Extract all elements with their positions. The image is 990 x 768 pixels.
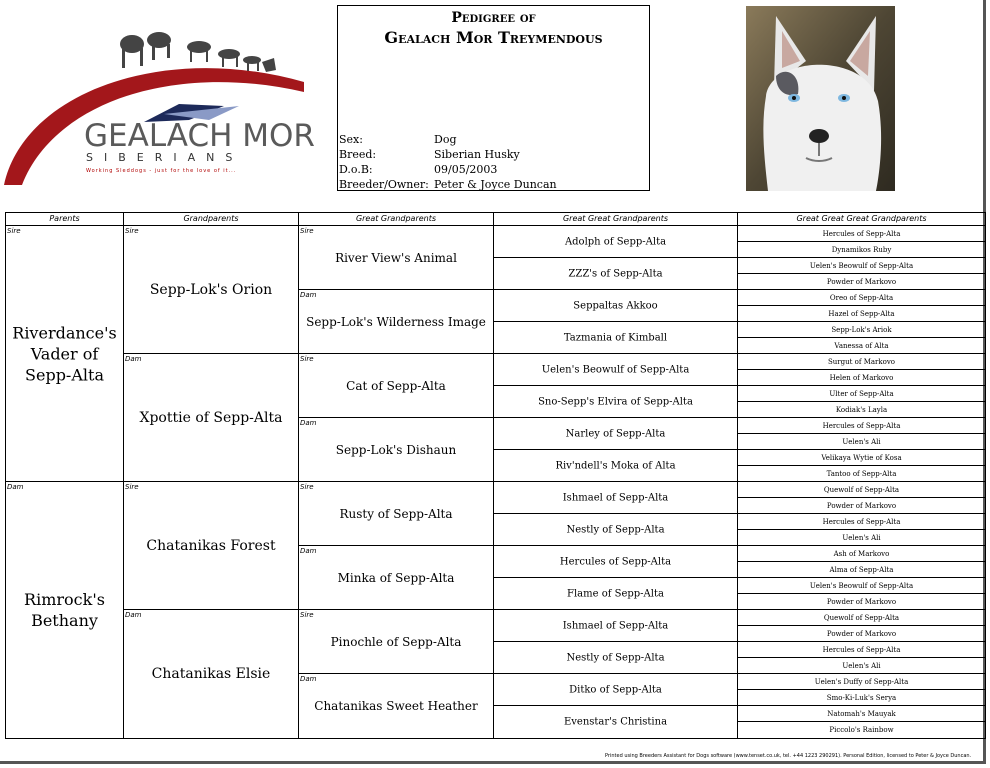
gg-grandparent-name: Nestly of Sepp-Alta — [566, 524, 665, 535]
grandparent-name: Chatanikas Forest — [146, 537, 276, 554]
ggg-grandparent-name: Quewolf of Sepp-Alta — [823, 613, 900, 622]
ggg-grandparent-cell — [738, 354, 985, 370]
sire-cell — [6, 226, 124, 482]
gg-grandparent-name: Seppaltas Akkoo — [573, 300, 658, 311]
great-grandparent-name: Sepp-Lok's Dishaun — [335, 442, 457, 457]
sire-tag: Sire — [125, 227, 139, 235]
gg-grandparent-name: Narley of Sepp-Alta — [565, 428, 666, 439]
gg-grandparent-cell — [494, 386, 738, 418]
ggg-grandparent-name: Tantoo of Sepp-Alta — [826, 469, 897, 478]
sire-tag: Sire — [300, 355, 314, 363]
column-header-great-grandparents: Great Grandparents — [299, 213, 494, 226]
logo-name: GEALACH MOR — [84, 118, 315, 154]
gg-grandparent-cell — [494, 674, 738, 706]
dam-tag: Dam — [300, 419, 317, 427]
ggg-grandparent-cell — [738, 530, 985, 546]
dam-name: Rimrock's Bethany — [24, 590, 105, 630]
grandparent-cell — [124, 482, 299, 610]
breeder-owner-value: Peter & Joyce Duncan — [434, 178, 557, 191]
ggg-grandparent-name: Quewolf of Sepp-Alta — [823, 485, 900, 494]
gg-grandparent-cell — [494, 450, 738, 482]
gg-grandparent-cell — [494, 578, 738, 610]
grandparent-cell — [124, 354, 299, 482]
ggg-grandparent-cell — [738, 402, 985, 418]
gg-grandparent-name: Tazmania of Kimball — [563, 332, 668, 343]
great-grandparent-cell — [299, 290, 494, 354]
gg-grandparent-cell — [494, 290, 738, 322]
ggg-grandparent-name: Vanessa of Alta — [834, 341, 889, 350]
grandparent-cell — [124, 226, 299, 354]
great-grandparent-name: River View's Animal — [335, 250, 457, 265]
gg-grandparent-cell — [494, 418, 738, 450]
gg-grandparent-cell — [494, 226, 738, 258]
great-grandparent-name: Minka of Sepp-Alta — [337, 570, 455, 585]
ggg-grandparent-name: Piccolo's Rainbow — [829, 726, 894, 734]
ggg-grandparent-cell — [738, 642, 985, 658]
gg-grandparent-name: Flame of Sepp-Alta — [567, 588, 664, 599]
great-grandparent-name: Rusty of Sepp-Alta — [339, 506, 453, 521]
column-header-ggg-grandparents: Great Great Great Grandparents — [738, 213, 985, 226]
ggg-grandparent-name: Powder of Markovo — [826, 277, 897, 286]
great-grandparent-name: Chatanikas Sweet Heather — [314, 699, 478, 713]
sire-tag: Sire — [300, 227, 314, 235]
ggg-grandparent-name: Velikaya Wytie of Kosa — [821, 453, 902, 462]
great-grandparent-cell — [299, 226, 494, 290]
dam-tag: Dam — [125, 355, 142, 363]
ggg-grandparent-name: Natomah's Mauyak — [827, 709, 896, 718]
gg-grandparent-cell — [494, 258, 738, 290]
dam-tag: Dam — [300, 675, 317, 683]
ggg-grandparent-cell — [738, 498, 985, 514]
ggg-grandparent-cell — [738, 434, 985, 450]
ggg-grandparent-name: Powder of Markovo — [826, 501, 897, 510]
ggg-grandparent-cell — [738, 258, 985, 274]
ggg-grandparent-name: Sepp-Lok's Ariok — [831, 325, 892, 334]
ggg-grandparent-cell — [738, 274, 985, 290]
ggg-grandparent-name: Uelen's Duffy of Sepp-Alta — [814, 677, 909, 686]
sex-value: Dog — [434, 133, 457, 146]
ggg-grandparent-cell — [738, 562, 985, 578]
ggg-grandparent-cell — [738, 322, 985, 338]
ggg-grandparent-name: Ash of Markovo — [833, 549, 890, 558]
gg-grandparent-cell — [494, 482, 738, 514]
gg-grandparent-cell — [494, 322, 738, 354]
gg-grandparent-name: Riv'ndell's Moka of Alta — [555, 460, 676, 471]
ggg-grandparent-name: Kodiak's Layla — [835, 405, 888, 414]
ggg-grandparent-name: Hercules of Sepp-Alta — [822, 645, 901, 654]
ggg-grandparent-cell — [738, 514, 985, 530]
breed-label: Breed: — [339, 148, 377, 161]
print-footer: Printed using Breeders Assistant for Dogs software (www.tenset.co.uk, tel. +44 1223 290291). Personal Edition, licensed to Peter & Joyce Duncan. — [605, 753, 972, 759]
ggg-grandparent-name: Dynamikos Ruby — [831, 245, 892, 254]
sex-label: Sex: — [339, 133, 363, 146]
gg-grandparent-name: Adolph of Sepp-Alta — [564, 236, 667, 247]
great-grandparent-cell — [299, 354, 494, 418]
ggg-grandparent-cell — [738, 466, 985, 482]
great-grandparent-cell — [299, 546, 494, 610]
ggg-grandparent-cell — [738, 242, 985, 258]
ggg-grandparent-name: Powder of Markovo — [826, 597, 897, 606]
ggg-grandparent-name: Hercules of Sepp-Alta — [822, 229, 901, 238]
gg-grandparent-name: Ditko of Sepp-Alta — [569, 684, 662, 695]
ggg-grandparent-cell — [738, 482, 985, 498]
ggg-grandparent-name: Ulter of Sepp-Alta — [829, 389, 894, 398]
ggg-grandparent-cell — [738, 418, 985, 434]
ggg-grandparent-cell — [738, 226, 985, 242]
ggg-grandparent-cell — [738, 594, 985, 610]
dam-cell — [6, 482, 124, 738]
ggg-grandparent-name: Uelen's Ali — [842, 437, 881, 446]
ggg-grandparent-name: Uelen's Beowulf of Sepp-Alta — [809, 261, 914, 270]
dam-tag: Dam — [300, 291, 317, 299]
dob-label: D.o.B: — [339, 163, 373, 176]
great-grandparent-cell — [299, 418, 494, 482]
dam-tag: Dam — [125, 611, 142, 619]
ggg-grandparent-cell — [738, 722, 985, 738]
ggg-grandparent-name: Powder of Markovo — [826, 629, 897, 638]
gg-grandparent-name: Uelen's Beowulf of Sepp-Alta — [541, 364, 690, 375]
great-grandparent-cell — [299, 482, 494, 546]
sire-tag: Sire — [300, 611, 314, 619]
grandparent-name: Sepp-Lok's Orion — [149, 281, 273, 298]
sire-name: Riverdance's Vader of Sepp-Alta — [12, 323, 117, 384]
ggg-grandparent-cell — [738, 690, 985, 706]
gg-grandparent-name: Ishmael of Sepp-Alta — [562, 492, 669, 503]
title-line-1: Pedigree of — [451, 10, 536, 26]
ggg-grandparent-name: Alma of Sepp-Alta — [829, 565, 894, 574]
ggg-grandparent-name: Helen of Markovo — [829, 373, 894, 382]
gg-grandparent-cell — [494, 514, 738, 546]
ggg-grandparent-name: Hazel of Sepp-Alta — [828, 309, 895, 318]
ggg-grandparent-cell — [738, 338, 985, 354]
grandparent-cell — [124, 610, 299, 738]
column-header-parents: Parents — [6, 213, 124, 226]
logo-tagline: Working Sleddogs - just for the love of it... — [86, 168, 237, 174]
ggg-grandparent-name: Uelen's Beowulf of Sepp-Alta — [809, 581, 914, 590]
ggg-grandparent-cell — [738, 370, 985, 386]
gg-grandparent-name: Ishmael of Sepp-Alta — [562, 620, 669, 631]
ggg-grandparent-name: Surgut of Markovo — [827, 357, 896, 366]
ggg-grandparent-cell — [738, 578, 985, 594]
ggg-grandparent-name: Smo-Ki-Luk's Serya — [826, 693, 897, 702]
ggg-grandparent-name: Uelen's Ali — [842, 661, 881, 670]
column-header-grandparents: Grandparents — [124, 213, 299, 226]
great-grandparent-cell — [299, 674, 494, 738]
gg-grandparent-cell — [494, 354, 738, 386]
ggg-grandparent-name: Oreo of Sepp-Alta — [829, 293, 894, 302]
gg-grandparent-name: Sno-Sepp's Elvira of Sepp-Alta — [538, 396, 693, 407]
ggg-grandparent-cell — [738, 658, 985, 674]
ggg-grandparent-cell — [738, 546, 985, 562]
gg-grandparent-cell — [494, 546, 738, 578]
gg-grandparent-cell — [494, 706, 738, 738]
ggg-grandparent-cell — [738, 706, 985, 722]
gg-grandparent-name: Hercules of Sepp-Alta — [559, 556, 672, 567]
breeder-owner-label: Breeder/Owner: — [339, 178, 429, 191]
gg-grandparent-cell — [494, 642, 738, 674]
great-grandparent-name: Sepp-Lok's Wilderness Image — [306, 314, 486, 329]
great-grandparent-name: Cat of Sepp-Alta — [346, 378, 446, 393]
grandparent-name: Xpottie of Sepp-Alta — [139, 409, 283, 426]
column-header-gg-grandparents: Great Great Grandparents — [494, 213, 738, 226]
dog-name-title: Gealach Mor Treymendous — [384, 28, 603, 47]
sire-tag: Sire — [125, 483, 139, 491]
ggg-grandparent-cell — [738, 386, 985, 402]
pedigree-table — [5, 212, 986, 739]
gg-grandparent-name: Evenstar's Christina — [563, 716, 668, 728]
great-grandparent-name: Pinochle of Sepp-Alta — [330, 634, 462, 649]
gg-grandparent-cell — [494, 610, 738, 642]
dam-tag: Dam — [7, 483, 24, 491]
grandparent-name: Chatanikas Elsie — [151, 666, 271, 682]
sire-tag: Sire — [7, 227, 21, 235]
ggg-grandparent-name: Hercules of Sepp-Alta — [822, 517, 901, 526]
great-grandparent-cell — [299, 610, 494, 674]
ggg-grandparent-cell — [738, 450, 985, 466]
logo-subtitle: SIBERIANS — [86, 151, 244, 164]
gg-grandparent-name: ZZZ's of Sepp-Alta — [568, 268, 663, 279]
ggg-grandparent-name: Hercules of Sepp-Alta — [822, 421, 901, 430]
ggg-grandparent-cell — [738, 674, 985, 690]
breed-value: Siberian Husky — [434, 148, 520, 161]
ggg-grandparent-name: Uelen's Ali — [842, 533, 881, 542]
dam-tag: Dam — [300, 547, 317, 555]
ggg-grandparent-cell — [738, 626, 985, 642]
dog-photo — [746, 6, 895, 191]
sire-tag: Sire — [300, 483, 314, 491]
ggg-grandparent-cell — [738, 610, 985, 626]
pedigree-title-box — [337, 5, 650, 191]
ggg-grandparent-cell — [738, 306, 985, 322]
dob-value: 09/05/2003 — [434, 163, 498, 176]
kennel-logo — [4, 22, 314, 187]
ggg-grandparent-cell — [738, 290, 985, 306]
gg-grandparent-name: Nestly of Sepp-Alta — [566, 652, 665, 663]
